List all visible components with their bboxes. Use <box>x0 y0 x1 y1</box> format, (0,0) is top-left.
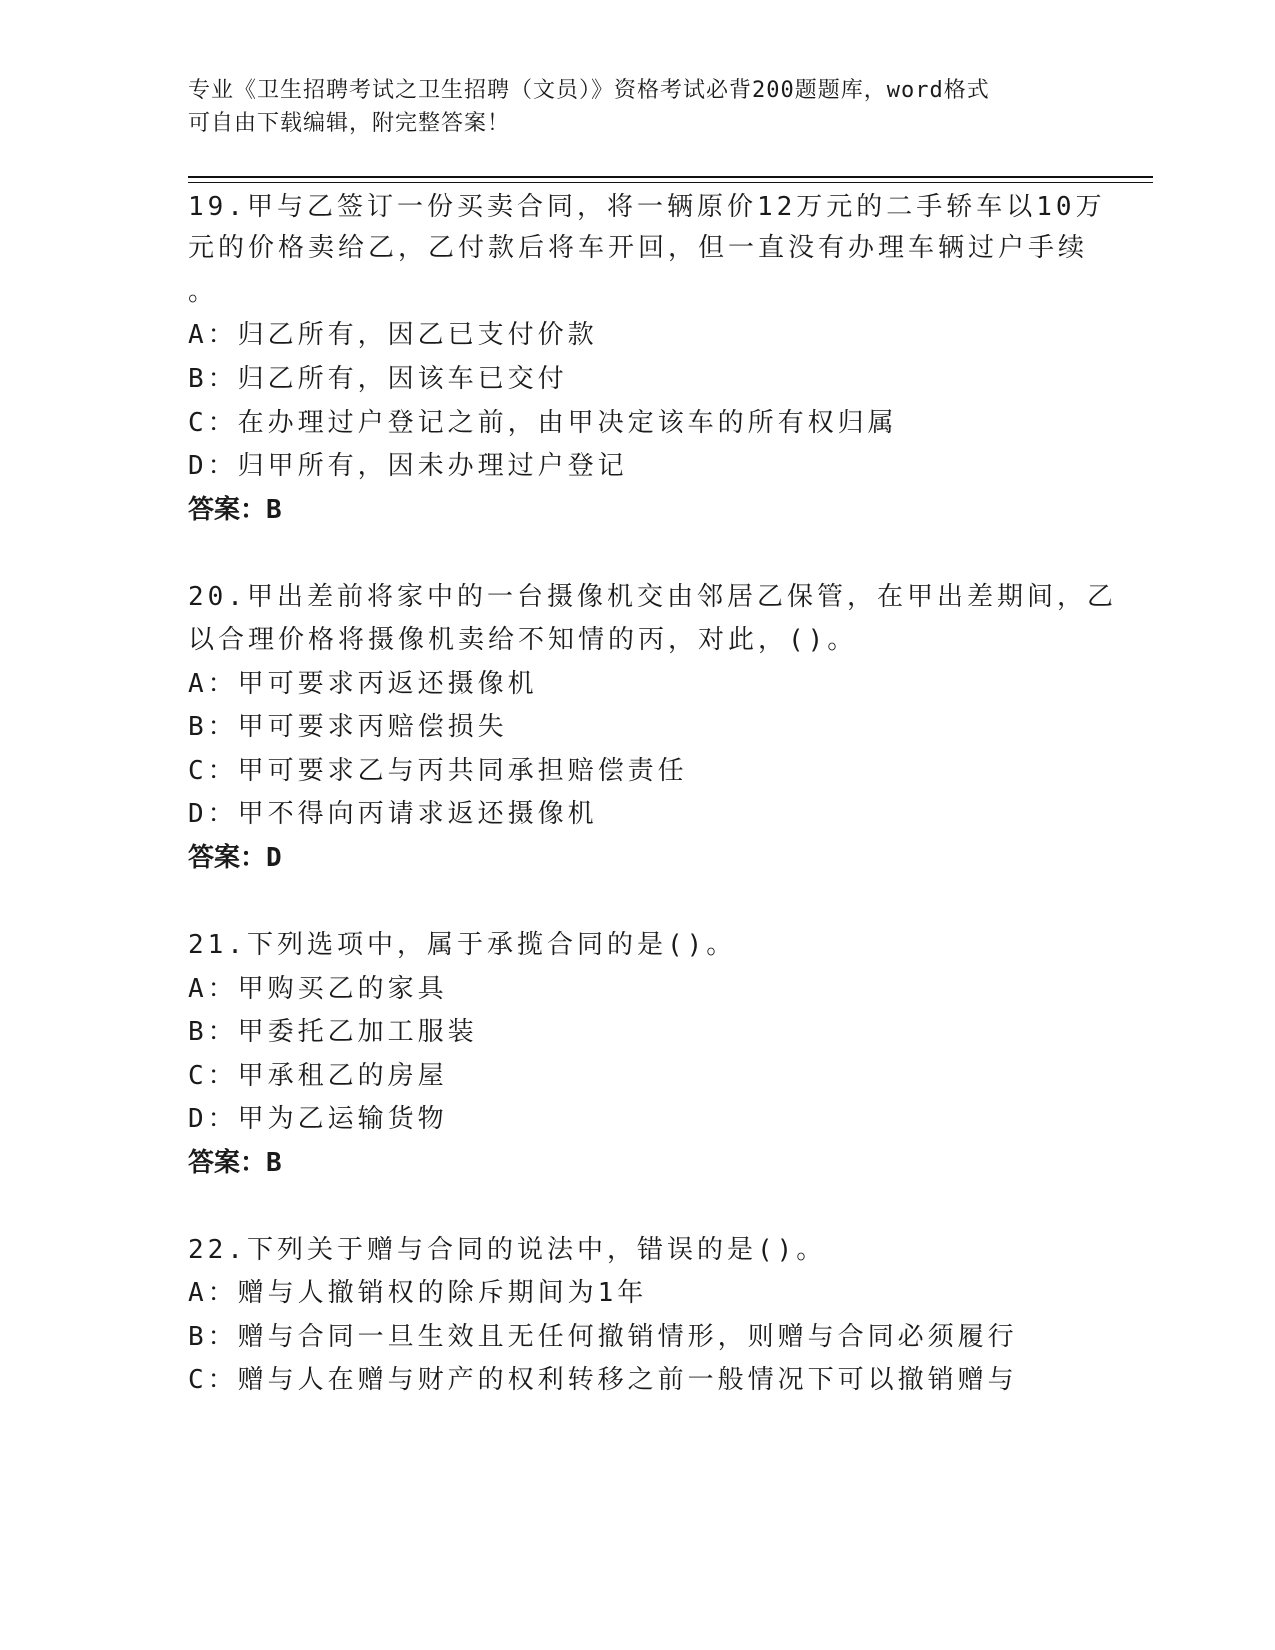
question-20-option-a: A：甲可要求丙返还摄像机 <box>188 669 538 699</box>
header-divider-thin <box>188 182 1153 183</box>
question-21-answer: 答案：B <box>188 1148 282 1178</box>
question-21-stem-line-1: 21.下列选项中，属于承揽合同的是()。 <box>188 930 737 960</box>
question-20-option-d: D：甲不得向丙请求返还摄像机 <box>188 799 598 829</box>
question-21-option-c: C：甲承租乙的房屋 <box>188 1061 448 1091</box>
question-20-stem-line-2: 以合理价格将摄像机卖给不知情的丙，对此，()。 <box>188 625 858 655</box>
question-20-stem-line-1: 20.甲出差前将家中的一台摄像机交由邻居乙保管，在甲出差期间，乙 <box>188 582 1117 612</box>
question-22-option-b: B：赠与合同一旦生效且无任何撤销情形，则赠与合同必须履行 <box>188 1322 1018 1352</box>
question-19-stem-line-3: 。 <box>188 277 219 307</box>
question-19-stem-line-1: 19.甲与乙签订一份买卖合同，将一辆原价12万元的二手轿车以10万 <box>188 192 1106 222</box>
question-19-option-d: D：归甲所有，因未办理过户登记 <box>188 451 628 481</box>
question-22-option-c: C：赠与人在赠与财产的权利转移之前一般情况下可以撤销赠与 <box>188 1365 1018 1395</box>
question-19-option-b: B：归乙所有，因该车已交付 <box>188 364 568 394</box>
question-19-option-a: A：归乙所有，因乙已支付价款 <box>188 320 598 350</box>
header-divider-thick <box>188 176 1153 178</box>
question-20-option-c: C：甲可要求乙与丙共同承担赔偿责任 <box>188 756 688 786</box>
question-21-option-a: A：甲购买乙的家具 <box>188 974 448 1004</box>
question-22-stem-line-1: 22.下列关于赠与合同的说法中，错误的是()。 <box>188 1235 827 1265</box>
question-19-option-c: C：在办理过户登记之前，由甲决定该车的所有权归属 <box>188 408 898 438</box>
question-21-option-d: D：甲为乙运输货物 <box>188 1104 448 1134</box>
header-line-1: 专业《卫生招聘考试之卫生招聘（文员）》资格考试必背200题题库，word格式 <box>188 78 990 103</box>
document-header <box>188 74 1068 140</box>
question-19-answer: 答案：B <box>188 495 282 525</box>
question-19-stem-line-2: 元的价格卖给乙，乙付款后将车开回，但一直没有办理车辆过户手续 <box>188 233 1089 263</box>
question-22-option-a: A：赠与人撤销权的除斥期间为1年 <box>188 1278 648 1308</box>
header-line-2: 可自由下载编辑，附完整答案！ <box>188 111 511 136</box>
question-20-answer: 答案：D <box>188 843 282 873</box>
question-21-option-b: B：甲委托乙加工服装 <box>188 1017 478 1047</box>
question-20-option-b: B：甲可要求丙赔偿损失 <box>188 712 508 742</box>
